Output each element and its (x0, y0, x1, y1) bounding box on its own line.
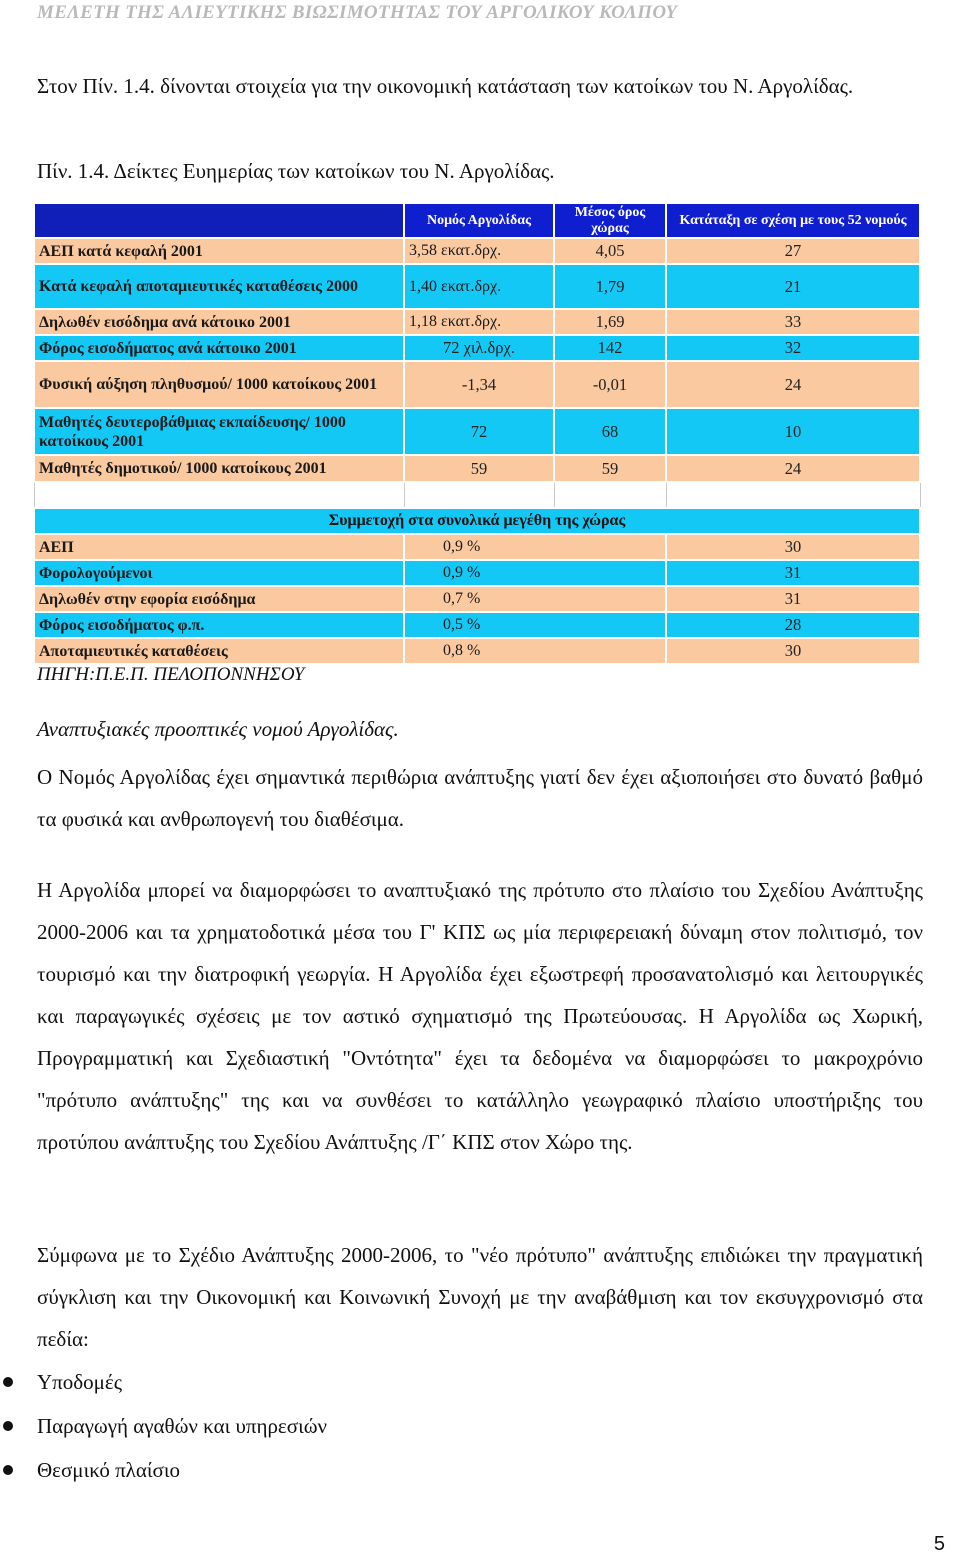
summary-row (34, 560, 920, 586)
bullet-item (0, 1449, 327, 1493)
header-mesos: Μέσος όρος χώρας (554, 203, 666, 238)
mesos-value: 68 (554, 408, 666, 455)
empty-cell (666, 482, 920, 508)
summary-row (34, 534, 920, 560)
header-corner-cell (34, 203, 404, 238)
rank-value: 10 (666, 408, 920, 455)
header-nomos: Νομός Αργολίδας (404, 203, 554, 238)
empty-cell (404, 482, 554, 508)
rank-value: 33 (666, 309, 920, 335)
bullet-item (0, 1361, 327, 1405)
rank-value: 32 (666, 335, 920, 361)
row-label: Μαθητές δημοτικού/ 1000 κατοίκους 2001 (34, 455, 404, 482)
summary-share: 0,7 % (404, 586, 666, 612)
nomos-value: 59 (404, 455, 554, 482)
bullet-list (0, 1361, 327, 1493)
header-rank: Κατάταξη σε σχέση με τους 52 νομούς (666, 203, 920, 238)
running-header: ΜΕΛΕΤΗ ΤΗΣ ΑΛΙΕΥΤΙΚΗΣ ΒΙΩΣΙΜΟΤΗΤΑΣ ΤΟΥ ΑΡΓΟΛΙΚΟΥ ΚΟΛΠΟΥ (37, 2, 678, 23)
nomos-value: 1,18 εκατ.δρχ. (404, 309, 554, 335)
summary-label: Φορολογούμενοι (34, 560, 404, 586)
row-label: Μαθητές δευτεροβάθμιας εκπαίδευσης/ 1000 κατοίκους 2001 (34, 408, 404, 455)
nomos-value: 1,40 εκατ.δρχ. (404, 264, 554, 309)
summary-row (34, 612, 920, 638)
bullet-text: Παραγωγή αγαθών και υπηρεσιών (37, 1414, 328, 1438)
bullet-icon (3, 1377, 13, 1387)
summary-share: 0,8 % (404, 638, 666, 664)
summary-rank: 30 (666, 638, 920, 664)
summary-share: 0,9 % (404, 534, 666, 560)
section-subheading: Αναπτυξιακές προοπτικές νομού Αργολίδας. (37, 717, 399, 741)
summary-rank: 31 (666, 560, 920, 586)
summary-rank: 30 (666, 534, 920, 560)
summary-share: 0,5 % (404, 612, 666, 638)
bullet-text: Υποδομές (37, 1370, 123, 1394)
summary-label: Αποταμιευτικές καταθέσεις (34, 638, 404, 664)
row-label: ΑΕΠ κατά κεφαλή 2001 (34, 238, 404, 264)
mesos-value: 142 (554, 335, 666, 361)
summary-label: Φόρος εισοδήματος φ.π. (34, 612, 404, 638)
table-row (34, 408, 920, 455)
summary-title: Συμμετοχή στα συνολικά μεγέθη της χώρας (34, 508, 920, 534)
bullet-text: Θεσμικό πλαίσιο (37, 1458, 180, 1482)
nomos-value: -1,34 (404, 361, 554, 408)
table-source: ΠΗΓΗ:Π.Ε.Π. ΠΕΛΟΠΟΝΝΗΣΟΥ (37, 664, 305, 685)
rank-value: 27 (666, 238, 920, 264)
table-row (34, 455, 920, 482)
empty-cell (34, 482, 404, 508)
summary-share: 0,9 % (404, 560, 666, 586)
table-row (34, 309, 920, 335)
mesos-value: 1,79 (554, 264, 666, 309)
table-row (34, 264, 920, 309)
table-header-row (34, 203, 920, 238)
nomos-value: 3,58 εκατ.δρχ. (404, 238, 554, 264)
row-label: Φόρος εισοδήματος ανά κάτοικο 2001 (34, 335, 404, 361)
mesos-value: 59 (554, 455, 666, 482)
intro-paragraph: Στον Πίν. 1.4. δίνονται στοιχεία για την οικονομική κατάσταση των κατοίκων του Ν. Αργολίδας. (37, 74, 854, 98)
row-label: Δηλωθέν εισόδημα ανά κάτοικο 2001 (34, 309, 404, 335)
nomos-value: 72 χιλ.δρχ. (404, 335, 554, 361)
rank-value: 24 (666, 361, 920, 408)
welfare-table (33, 202, 921, 665)
empty-spacer-row (34, 482, 920, 508)
bullet-icon (3, 1421, 13, 1431)
nomos-value: 72 (404, 408, 554, 455)
table-row (34, 238, 920, 264)
body-paragraph-3: Σύμφωνα με το Σχέδιο Ανάπτυξης 2000-2006, το "νέο πρότυπο" ανάπτυξης επιδιώκει την πραγματική σύγκλιση και την Οικονομική και Κοινωνική Συνοχή με την αναβάθμιση και τον εκσυγχρονισμό στα πεδία: (37, 1243, 923, 1351)
row-label: Κατά κεφαλή αποταμιευτικές καταθέσεις 2000 (34, 264, 404, 309)
mesos-value: 1,69 (554, 309, 666, 335)
summary-row (34, 586, 920, 612)
rank-value: 24 (666, 455, 920, 482)
body-paragraph-1: Ο Νομός Αργολίδας έχει σημαντικά περιθώρια ανάπτυξης γιατί δεν έχει αξιοποιήσει στο δυνατό βαθμό τα φυσικά και ανθρωπογενή του διαθέσιμα. (37, 765, 923, 831)
body-paragraph-2: Η Αργολίδα μπορεί να διαμορφώσει το αναπτυξιακό της πρότυπο στο πλαίσιο του Σχεδίου Ανάπτυξης 2000-2006 και τα χρηματοδοτικά μέσα του Γ' ΚΠΣ ως μία περιφερειακή δύναμη στον πολιτισμό, τον τουρισμό και την διατροφική γεωργία. Η Αργολίδα έχει εξωστρεφή προσανατολισμό και λειτουργικές και παραγωγικές σχέσεις με τον αστικό σχηματισμό της Πρωτεύουσας. Η Αργολίδα ως Χωρική, Προγραμματική και Σχεδιαστική "Οντότητα" έχει τα δεδομένα να διαμορφώσει το μακροχρόνιο "πρότυπο ανάπτυξης" της και να συνθέσει το κατάλληλο γεωγραφικό πλαίσιο υποστήριξης του προτύπου ανάπτυξης του Σχεδίου Ανάπτυξης /Γ΄ ΚΠΣ στον Χώρο της. (37, 878, 923, 1154)
summary-rank: 31 (666, 586, 920, 612)
rank-value: 21 (666, 264, 920, 309)
summary-label: ΑΕΠ (34, 534, 404, 560)
empty-cell (554, 482, 666, 508)
page-number: 5 (933, 1533, 945, 1555)
row-label: Φυσική αύξηση πληθυσμού/ 1000 κατοίκους 2001 (34, 361, 404, 408)
summary-rank: 28 (666, 612, 920, 638)
bullet-icon (3, 1465, 13, 1475)
summary-label: Δηλωθέν στην εφορία εισόδημα (34, 586, 404, 612)
summary-title-row (34, 508, 920, 534)
mesos-value: -0,01 (554, 361, 666, 408)
table-row (34, 335, 920, 361)
mesos-value: 4,05 (554, 238, 666, 264)
bullet-item (0, 1405, 327, 1449)
table-row (34, 361, 920, 408)
summary-row (34, 638, 920, 664)
table-title: Πίν. 1.4. Δείκτες Ευημερίας των κατοίκων του Ν. Αργολίδας. (37, 159, 555, 183)
